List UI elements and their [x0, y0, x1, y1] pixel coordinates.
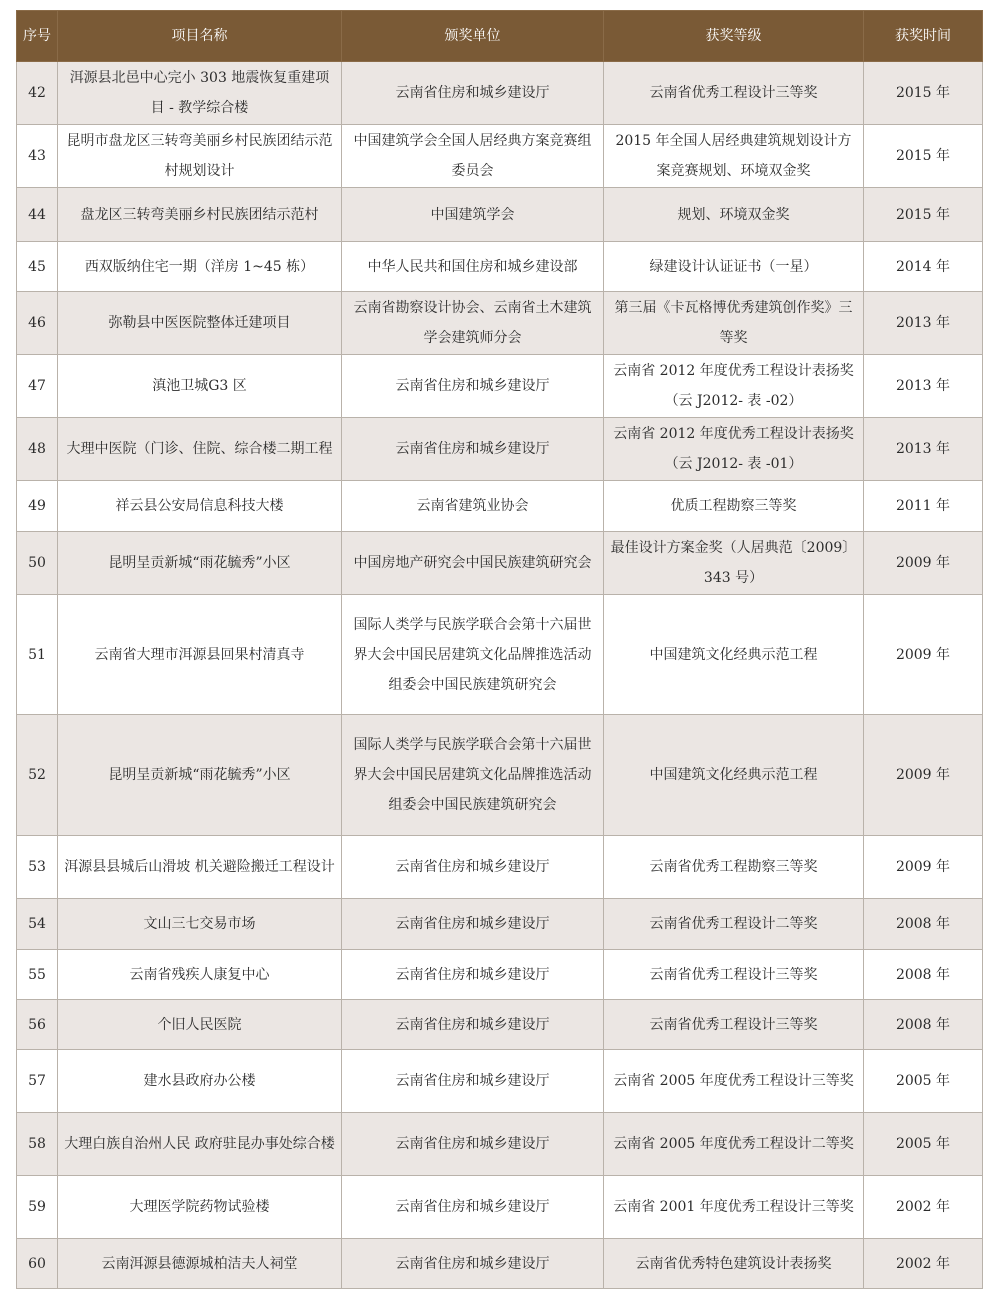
- cell-grade: 云南省 2012 年度优秀工程设计表扬奖（云 J2012- 表 -01）: [604, 418, 864, 481]
- cell-no: 42: [17, 62, 58, 125]
- cell-issuer: 中国房地产研究会中国民族建筑研究会: [342, 532, 604, 595]
- cell-project: 大理中医院（门诊、住院、综合楼二期工程: [58, 418, 342, 481]
- cell-time: 2013 年: [864, 418, 983, 481]
- table-row: [17, 836, 983, 899]
- cell-time: 2008 年: [864, 950, 983, 1000]
- cell-grade: 最佳设计方案金奖（人居典范〔2009〕343 号）: [604, 532, 864, 595]
- cell-issuer: 国际人类学与民族学联合会第十六届世界大会中国民居建筑文化品牌推选活动组委会中国民族建筑研究会: [342, 595, 604, 715]
- cell-issuer: 云南省住房和城乡建设厅: [342, 1239, 604, 1289]
- cell-project: 昆明呈贡新城“雨花毓秀”小区: [58, 715, 342, 836]
- cell-no: 58: [17, 1113, 58, 1176]
- table-row: [17, 1000, 983, 1050]
- cell-no: 45: [17, 242, 58, 292]
- cell-project: 个旧人民医院: [58, 1000, 342, 1050]
- cell-no: 55: [17, 950, 58, 1000]
- cell-issuer: 云南省住房和城乡建设厅: [342, 418, 604, 481]
- cell-no: 49: [17, 481, 58, 532]
- cell-issuer: 云南省住房和城乡建设厅: [342, 1000, 604, 1050]
- table-row: [17, 1113, 983, 1176]
- cell-no: 54: [17, 899, 58, 950]
- table-row: [17, 1176, 983, 1239]
- cell-grade: 云南省 2012 年度优秀工程设计表扬奖（云 J2012- 表 -02）: [604, 355, 864, 418]
- table-row: [17, 62, 983, 125]
- cell-issuer: 云南省住房和城乡建设厅: [342, 1113, 604, 1176]
- cell-no: 51: [17, 595, 58, 715]
- cell-no: 46: [17, 292, 58, 355]
- cell-project: 云南省大理市洱源县回果村清真寺: [58, 595, 342, 715]
- cell-grade: 中国建筑文化经典示范工程: [604, 595, 864, 715]
- cell-project: 祥云县公安局信息科技大楼: [58, 481, 342, 532]
- cell-issuer: 云南省住房和城乡建设厅: [342, 950, 604, 1000]
- cell-no: 53: [17, 836, 58, 899]
- table-row: [17, 481, 983, 532]
- table-row: [17, 1239, 983, 1289]
- cell-grade: 绿建设计认证证书（一星）: [604, 242, 864, 292]
- cell-no: 57: [17, 1050, 58, 1113]
- table-row: [17, 188, 983, 242]
- table-row: [17, 125, 983, 188]
- cell-time: 2002 年: [864, 1176, 983, 1239]
- table-row: [17, 899, 983, 950]
- cell-time: 2009 年: [864, 715, 983, 836]
- cell-project: 洱源县县城后山滑坡 机关避险搬迁工程设计: [58, 836, 342, 899]
- cell-project: 文山三七交易市场: [58, 899, 342, 950]
- cell-grade: 云南省 2005 年度优秀工程设计三等奖: [604, 1050, 864, 1113]
- cell-issuer: 中国建筑学会全国人居经典方案竞赛组委员会: [342, 125, 604, 188]
- cell-issuer: 云南省住房和城乡建设厅: [342, 1176, 604, 1239]
- table-row: [17, 595, 983, 715]
- table-row: [17, 418, 983, 481]
- cell-grade: 云南省优秀工程设计三等奖: [604, 62, 864, 125]
- table-row: [17, 532, 983, 595]
- table-row: [17, 1050, 983, 1113]
- cell-issuer: 中国建筑学会: [342, 188, 604, 242]
- cell-issuer: 云南省住房和城乡建设厅: [342, 355, 604, 418]
- header-project: 项目名称: [58, 11, 342, 62]
- cell-project: 弥勒县中医医院整体迁建项目: [58, 292, 342, 355]
- cell-grade: 云南省 2005 年度优秀工程设计二等奖: [604, 1113, 864, 1176]
- table-row: [17, 950, 983, 1000]
- cell-time: 2005 年: [864, 1113, 983, 1176]
- cell-no: 47: [17, 355, 58, 418]
- cell-no: 60: [17, 1239, 58, 1289]
- cell-no: 44: [17, 188, 58, 242]
- header-issuer: 颁奖单位: [342, 11, 604, 62]
- cell-time: 2009 年: [864, 595, 983, 715]
- cell-issuer: 云南省住房和城乡建设厅: [342, 899, 604, 950]
- cell-project: 昆明呈贡新城“雨花毓秀”小区: [58, 532, 342, 595]
- cell-time: 2013 年: [864, 292, 983, 355]
- cell-time: 2009 年: [864, 836, 983, 899]
- cell-issuer: 云南省住房和城乡建设厅: [342, 62, 604, 125]
- cell-issuer: 云南省勘察设计协会、云南省土木建筑学会建筑师分会: [342, 292, 604, 355]
- cell-time: 2015 年: [864, 125, 983, 188]
- cell-grade: 云南省优秀工程设计三等奖: [604, 1000, 864, 1050]
- cell-grade: 规划、环境双金奖: [604, 188, 864, 242]
- cell-project: 大理医学院药物试验楼: [58, 1176, 342, 1239]
- cell-time: 2002 年: [864, 1239, 983, 1289]
- cell-no: 59: [17, 1176, 58, 1239]
- cell-no: 48: [17, 418, 58, 481]
- cell-project: 云南洱源县德源城柏洁夫人祠堂: [58, 1239, 342, 1289]
- cell-time: 2005 年: [864, 1050, 983, 1113]
- cell-project: 昆明市盘龙区三转弯美丽乡村民族团结示范村规划设计: [58, 125, 342, 188]
- cell-time: 2009 年: [864, 532, 983, 595]
- table-row: [17, 715, 983, 836]
- cell-time: 2013 年: [864, 355, 983, 418]
- table-header-row: [17, 11, 983, 62]
- cell-project: 云南省残疾人康复中心: [58, 950, 342, 1000]
- cell-no: 56: [17, 1000, 58, 1050]
- cell-project: 大理白族自治州人民 政府驻昆办事处综合楼: [58, 1113, 342, 1176]
- cell-issuer: 中华人民共和国住房和城乡建设部: [342, 242, 604, 292]
- cell-grade: 优质工程勘察三等奖: [604, 481, 864, 532]
- cell-issuer: 云南省住房和城乡建设厅: [342, 1050, 604, 1113]
- header-time: 获奖时间: [864, 11, 983, 62]
- cell-grade: 中国建筑文化经典示范工程: [604, 715, 864, 836]
- cell-time: 2008 年: [864, 1000, 983, 1050]
- cell-grade: 云南省优秀工程勘察三等奖: [604, 836, 864, 899]
- cell-project: 盘龙区三转弯美丽乡村民族团结示范村: [58, 188, 342, 242]
- cell-project: 建水县政府办公楼: [58, 1050, 342, 1113]
- header-grade: 获奖等级: [604, 11, 864, 62]
- cell-issuer: 云南省建筑业协会: [342, 481, 604, 532]
- cell-issuer: 国际人类学与民族学联合会第十六届世界大会中国民居建筑文化品牌推选活动组委会中国民族建筑研究会: [342, 715, 604, 836]
- cell-project: 滇池卫城G3 区: [58, 355, 342, 418]
- cell-time: 2015 年: [864, 188, 983, 242]
- cell-grade: 云南省优秀特色建筑设计表扬奖: [604, 1239, 864, 1289]
- cell-grade: 第三届《卡瓦格博优秀建筑创作奖》三等奖: [604, 292, 864, 355]
- cell-time: 2008 年: [864, 899, 983, 950]
- cell-time: 2015 年: [864, 62, 983, 125]
- cell-grade: 云南省优秀工程设计三等奖: [604, 950, 864, 1000]
- cell-no: 52: [17, 715, 58, 836]
- cell-grade: 云南省优秀工程设计二等奖: [604, 899, 864, 950]
- header-no: 序号: [17, 11, 58, 62]
- cell-grade: 2015 年全国人居经典建筑规划设计方案竞赛规划、环境双金奖: [604, 125, 864, 188]
- cell-time: 2014 年: [864, 242, 983, 292]
- cell-project: 西双版纳住宅一期（洋房 1~45 栋）: [58, 242, 342, 292]
- cell-project: 洱源县北邑中心完小 303 地震恢复重建项目 - 教学综合楼: [58, 62, 342, 125]
- cell-issuer: 云南省住房和城乡建设厅: [342, 836, 604, 899]
- cell-no: 43: [17, 125, 58, 188]
- table-row: [17, 292, 983, 355]
- cell-grade: 云南省 2001 年度优秀工程设计三等奖: [604, 1176, 864, 1239]
- cell-time: 2011 年: [864, 481, 983, 532]
- cell-no: 50: [17, 532, 58, 595]
- awards-table: [16, 10, 983, 1289]
- table-row: [17, 355, 983, 418]
- table-row: [17, 242, 983, 292]
